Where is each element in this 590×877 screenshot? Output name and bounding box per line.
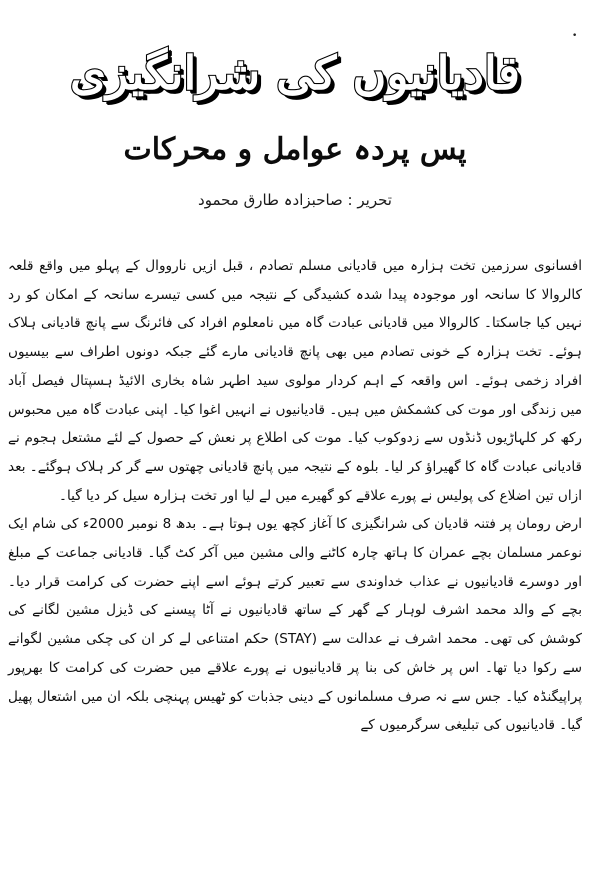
page-corner-mark: • xyxy=(572,31,578,41)
byline: تحریر : صاحبزادہ طارق محمود xyxy=(198,191,392,209)
article-body xyxy=(8,252,582,740)
article-paragraph-2: ارض رومان پر فتنہ قادیان کی شرانگیزی کا آغاز کچھ یوں ہوتا ہے۔ بدھ 8 نومبر 2000ء کی شام ایک نوعمر مسلمان بچے عمران کا ہاتھ چارہ کاٹنے والی مشین میں آکر کٹ گیا۔ قادیانی جماعت کے مبلغ اور دوسرے قادیانیوں نے عذاب خداوندی سے تعبیر کرتے ہوئے اسے اپنے حضرت کی کرامت قرار دیا۔ بچے کے والد محمد اشرف لوہار کے گھر کے ساتھ قادیانیوں نے آٹا پیسنے کی ڈیزل مشین لگانے کی کوشش کی تھی۔ محمد اشرف نے عدالت سے (STAY) حکم امتناعی لے کر ان کی چکی مشین لگوانے سے رکوا دیا تھا۔ اس پر خاش کی بنا پر قادیانیوں نے پورے علاقے میں حضرت کی کرامت کا بھرپور پراپیگنڈہ کیا۔ جس سے نہ صرف مسلمانوں کے دینی جذبات کو ٹھیس پہنچی بلکہ ان میں اشتعال پھیل گیا۔ قادیانیوں کی تبلیغی سرگرمیوں کے xyxy=(8,516,582,734)
article-paragraph-1: افسانوی سرزمین تخت ہزارہ میں قادیانی مسلم تصادم ، قبل ازیں نارووال کے پہلو میں واقع قلعہ کالروالا کا سانحہ اور موجودہ پیدا شدہ کشیدگی کے نتیجہ میں کسی تیسرے سانحہ کے امکان کو رد نہیں کیا جاسکتا۔ کالروالا میں قادیانی عبادت گاہ میں نامعلوم افراد کی فائرنگ سے پانچ قادیانی ہلاک ہوئے۔ تخت ہزارہ کے خونی تصادم میں بھی پانچ قادیانی مارے گئے جبکہ دونوں اطراف سے بیسیوں افراد زخمی ہوئے۔ اس واقعہ کے اہم کردار مولوی سید اطہر شاہ بخاری الائیڈ ہسپتال فیصل آباد میں زندگی اور موت کی کشمکش میں ہیں۔ قادیانیوں نے انہیں اغوا کیا۔ اپنی عبادت گاہ میں محبوس رکھ کر کلہاڑیوں ڈنڈوں سے زدوکوب کیا۔ موت کی اطلاع پر نعش کے حصول کے لئے مشتعل ہجوم نے قادیانی عبادت گاہ کا گھیراؤ کر لیا۔ بلوہ کے نتیجہ میں پانچ قادیانی چھتوں سے گر کر ہلاک ہوگئے۔ بعد ازاں تین اضلاع کی پولیس نے پورے علاقے کو گھیرے میں لے لیا اور تخت ہزارہ سیل کر دیا گیا۔ xyxy=(8,258,582,504)
subheadline: پس پردہ عوامل و محرکات xyxy=(123,132,467,167)
headline: قادیانیوں کی شرانگیزی xyxy=(70,46,520,100)
